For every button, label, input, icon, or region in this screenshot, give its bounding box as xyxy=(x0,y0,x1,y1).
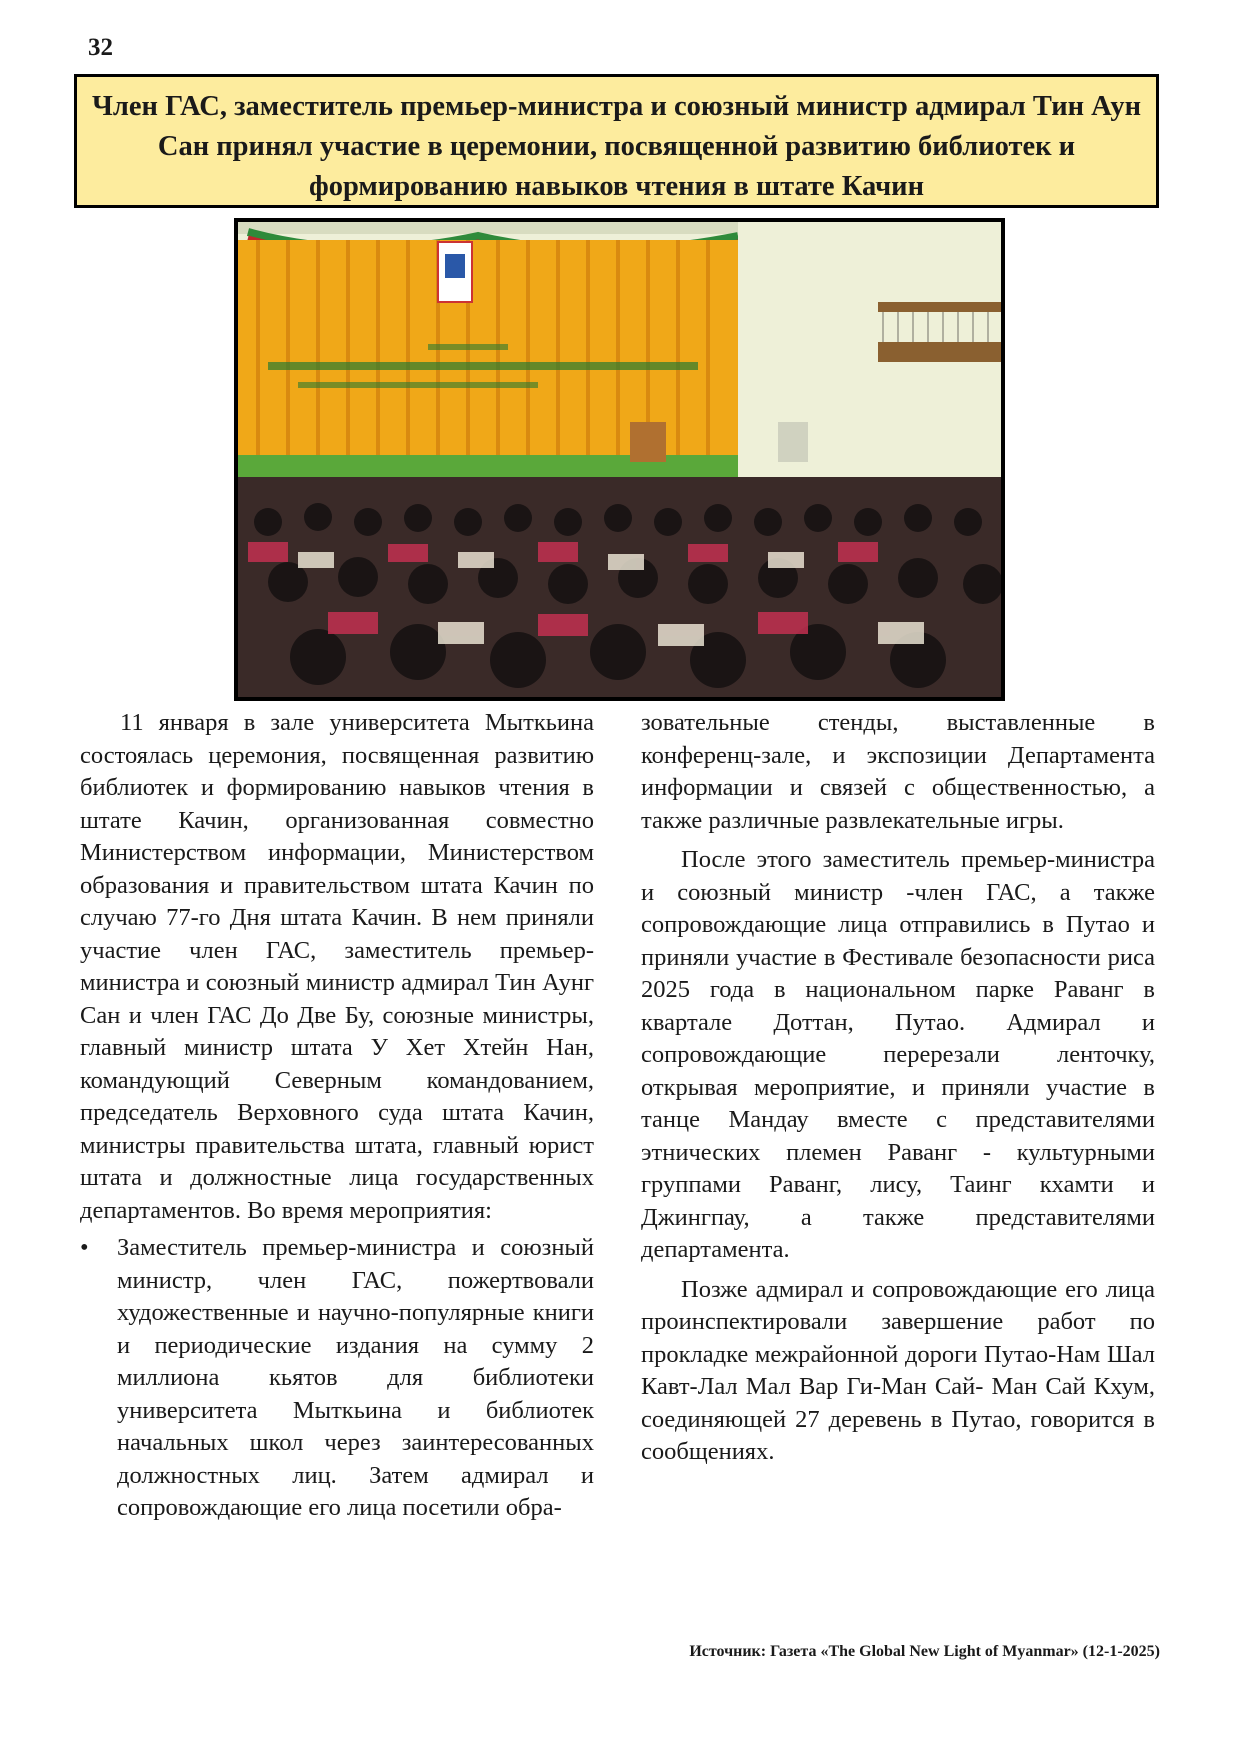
article-column-right xyxy=(641,707,1155,1469)
bullet-text-part1: Заместитель премьер-министра и союзный министр, член ГАС, пожертвовали художественные и научно-популярные книги и периодические издания на сумму 2 миллиона кьятов для библиотеки университета Мыткьина и библиотек начальных школ через заинтересованных должностных лиц. Затем адмирал и сопровождающие его лица посетили обра- xyxy=(117,1234,594,1521)
article-paragraph: 11 января в зале университета Мыткьина состоялась церемония, посвященная развитию библиотек и формированию навыков чтения в штате Качин, организованная совместно Министерством информации, Министерством образования и правительством штата Качин по случаю 77-го Дня штата Качин. В нем приняли участие член ГАС, заместитель премьер-министра и союзный министр адмирал Тин Аунг Сан и член ГАС До Две Бу, союзные министры, главный министр штата У Хет Хтейн Нан, командующий Северным командованием, председатель Верховного суда штата Качин, министры правительства штата, главный юрист штата и должностные лица государственных департаментов. Во время мероприятия: xyxy=(80,709,594,1224)
bullet-item xyxy=(80,1232,594,1525)
source-note: Источник: Газета «The Global New Light of Myanmar» (12-1-2025) xyxy=(689,1643,1160,1660)
bullet-icon: • xyxy=(80,1234,89,1261)
ceremony-hall-photo xyxy=(234,218,1005,701)
bullet-list xyxy=(80,1232,594,1525)
bullet-text-continuation: зовательные стенды, выставленные в конференц-зале, и экспозиции Департамента информации и связей с общественностью, а также различные развлекательные игры. xyxy=(641,709,1155,834)
article-paragraph: После этого заместитель премьер-министра и союзный министр -член ГАС, а также сопровождающие лица отправились в Путао и приняли участие в Фестивале безопасности риса 2025 года в национальном парке Раванг в квартале Доттан, Путао. Адмирал и сопровождающие перерезали ленточку, открывая мероприятие, и приняли участие в танце Мандау вместе с представителями этнических племен Раванг - культурными группами Раванг, лису, Таинг кхамти и Джингпау, а также представителями департамента. xyxy=(641,846,1155,1263)
article-paragraph: Позже адмирал и сопровождающие его лица проинспектировали завершение работ по прокладке межрайонной дороги Путао-Нам Шал Кавт-Лал Мал Вар Ги-Ман Сай- Ман Сай Кхум, соединяющей 27 деревень в Путао, говорится в сообщениях. xyxy=(641,1275,1155,1465)
article-title: Член ГАС, заместитель премьер-министра и союзный министр адмирал Тин Аун Сан принял участие в церемонии, посвященной развитию библиотек и формированию навыков чтения в штате Качин xyxy=(74,74,1159,208)
page-number: 32 xyxy=(88,34,113,61)
article-column-left xyxy=(80,707,594,1525)
